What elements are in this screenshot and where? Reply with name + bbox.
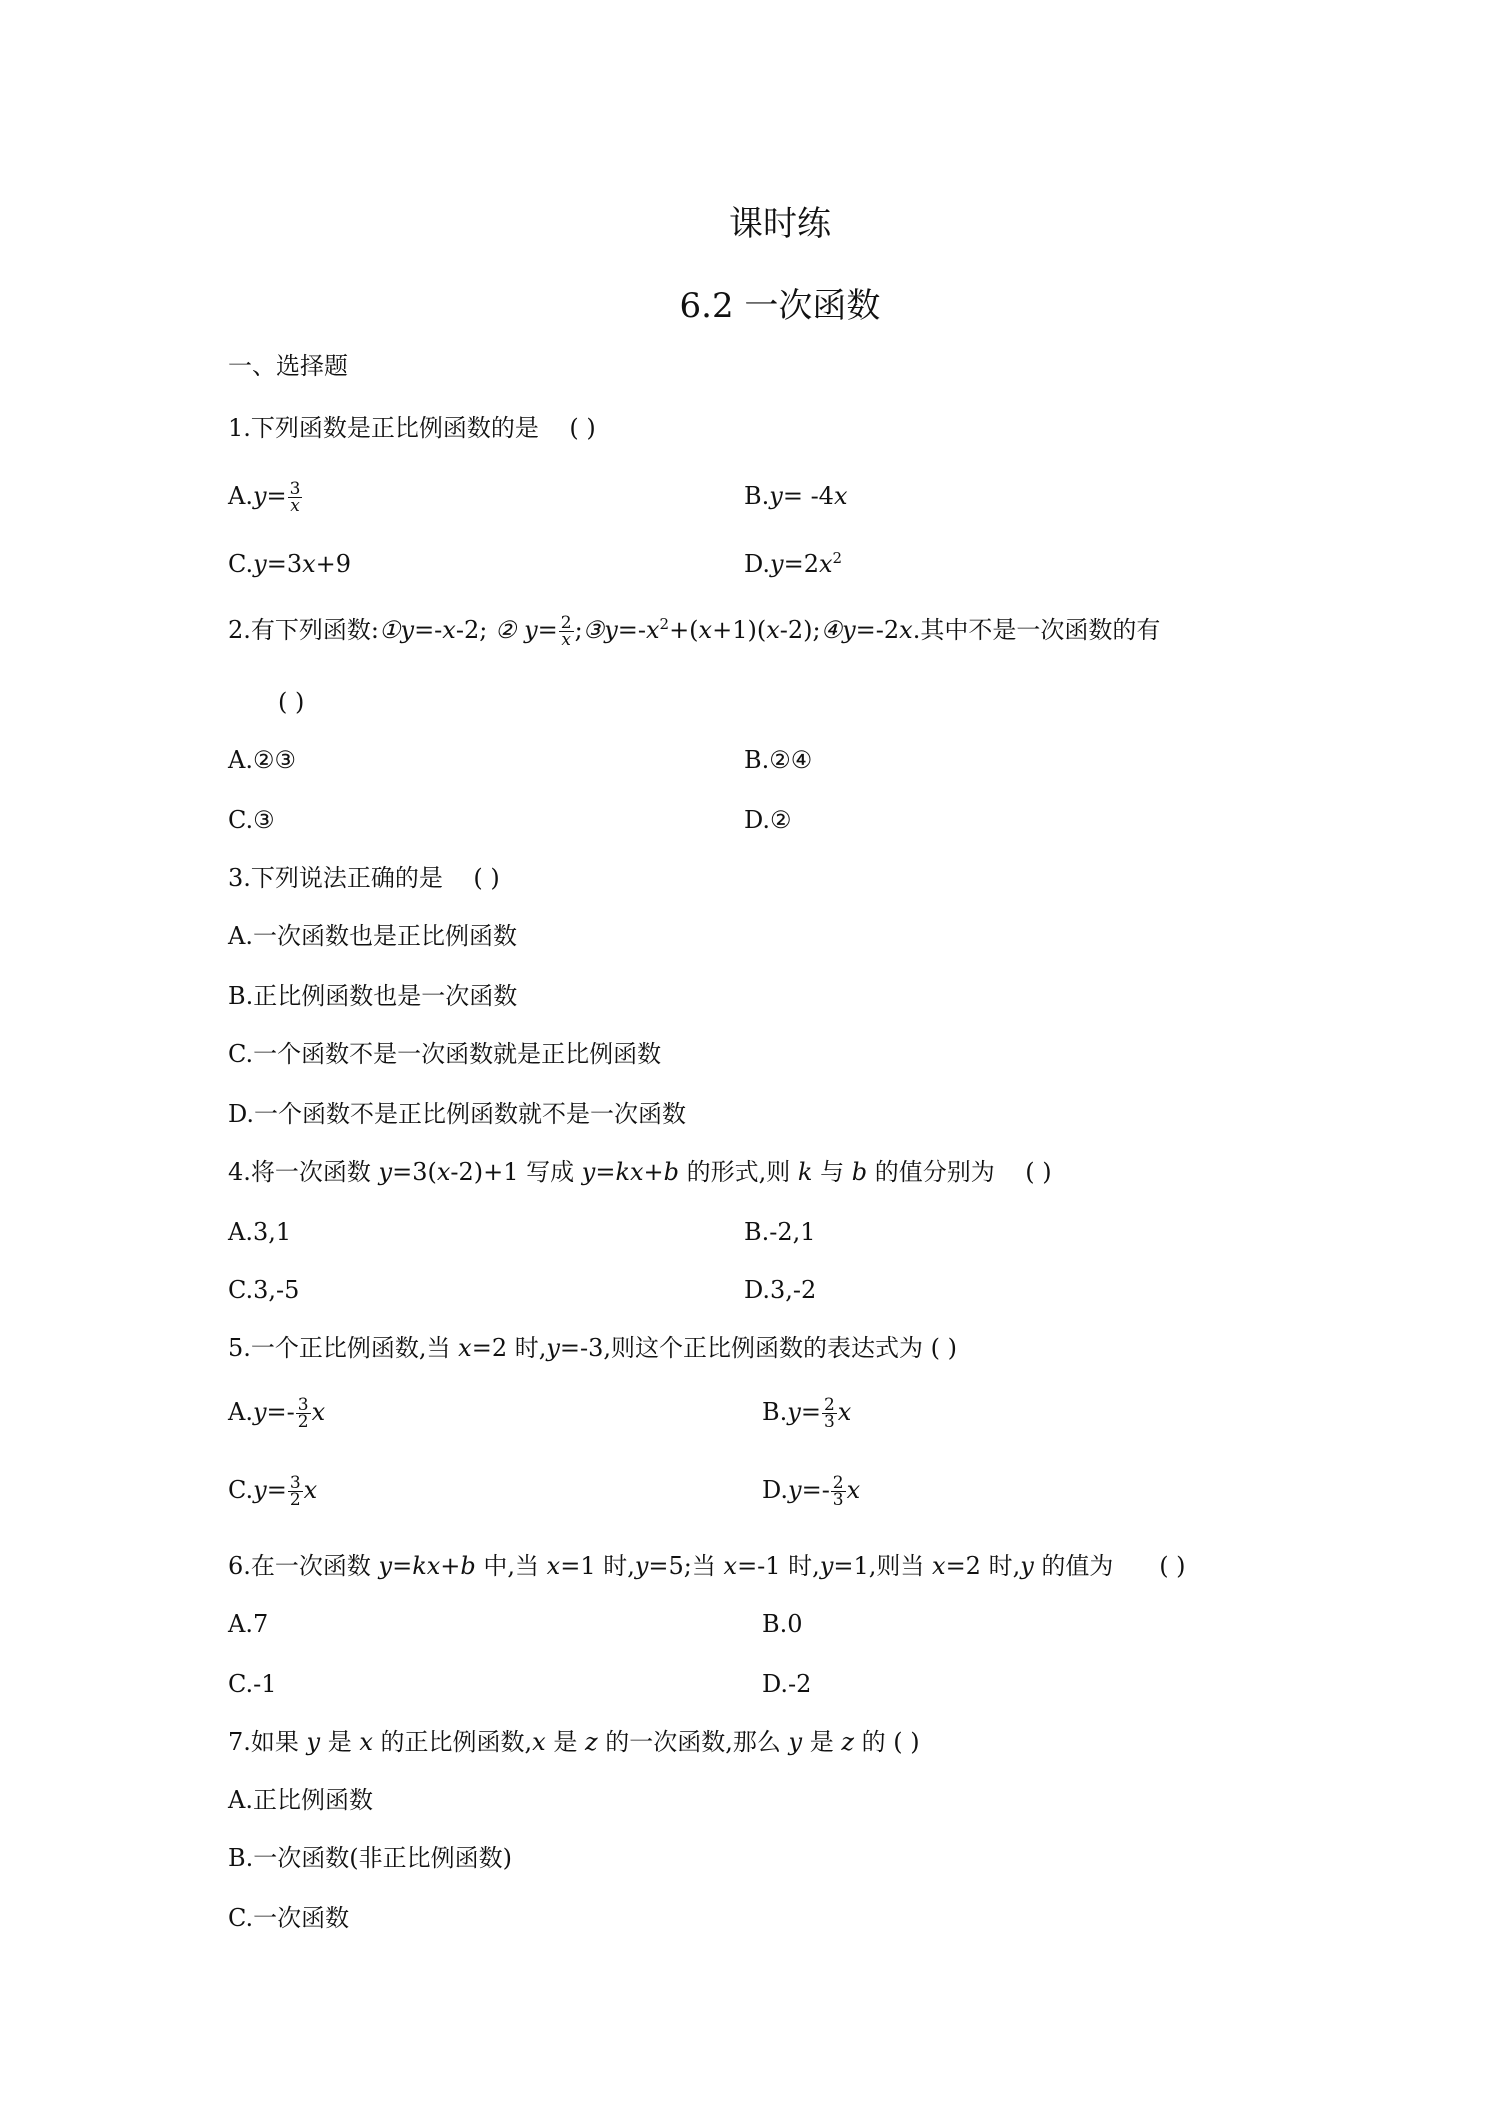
- fraction: $\frac{3}{2}$: [289, 1473, 301, 1510]
- section-heading: 一、选择题: [228, 352, 348, 380]
- q3-option-b: B.正比例函数也是一次函数: [228, 982, 518, 1010]
- fraction: $\frac{3}{x}$: [289, 479, 301, 516]
- fraction: $\frac{2}{3}$: [823, 1395, 835, 1432]
- fraction: $\frac{3}{2}$: [297, 1395, 309, 1432]
- question-5-stem: 5.一个正比例函数,当 x=2 时,y=-3,则这个正比例函数的表达式为 ( ): [228, 1334, 958, 1362]
- lesson-title: 6.2 一次函数: [679, 286, 881, 326]
- q5-option-a: A.y=- $\frac{3}{2}$ x: [228, 1395, 326, 1432]
- q2-option-b: B.②④: [744, 746, 813, 774]
- question-4-stem: 4.将一次函数 y=3(x-2)+1 写成 y=kx+b 的形式,则 k 与 b 的值分别为 ( ): [228, 1158, 1052, 1186]
- q1-option-c: C.y=3x+9: [228, 550, 352, 578]
- q2-option-c: C.③: [228, 806, 275, 834]
- q7-option-c: C.一次函数: [228, 1904, 350, 1932]
- q7-option-a: A.正比例函数: [228, 1786, 373, 1814]
- q4-option-b: B.-2,1: [744, 1218, 816, 1246]
- fraction: $\frac{2}{3}$: [832, 1473, 844, 1510]
- fraction: $\frac{2}{x}$: [560, 613, 572, 650]
- q4-option-a: A.3,1: [228, 1218, 292, 1246]
- q3-option-c: C.一个函数不是一次函数就是正比例函数: [228, 1040, 662, 1068]
- question-3-stem: 3.下列说法正确的是 ( ): [228, 864, 500, 892]
- q3-option-a: A.一次函数也是正比例函数: [228, 922, 517, 950]
- question-1-stem: 1.下列函数是正比例函数的是 ( ): [228, 414, 596, 442]
- q3-option-d: D.一个函数不是正比例函数就不是一次函数: [228, 1100, 687, 1128]
- question-2-stem: 2.有下列函数:①y=-x-2; ② y= $\frac{2}{x}$ $;③y=-x^2+(x+1)(x-2);④y=-2x$.其中不是一次函数的有: [228, 613, 1161, 650]
- question-6-stem: 6.在一次函数 y=kx+b 中,当 x=1 时,y=5;当 x=-1 时,y=1,则当 x=2 时,y 的值为 ( ): [228, 1552, 1186, 1580]
- q7-option-b: B.一次函数(非正比例函数): [228, 1844, 512, 1872]
- q5-option-d: D.y=- $\frac{2}{3}$ x: [762, 1473, 861, 1510]
- page-title: 课时练: [729, 204, 831, 244]
- q5-option-c: C.y= $\frac{3}{2}$ x: [228, 1473, 318, 1510]
- q1-option-b: B.y= -4x: [744, 482, 848, 510]
- q4-option-d: D.3,-2: [744, 1276, 817, 1304]
- q4-option-c: C.3,-5: [228, 1276, 300, 1304]
- question-7-stem: 7.如果 y 是 x 的正比例函数,x 是 z 的一次函数,那么 y 是 z 的 ( ): [228, 1728, 920, 1756]
- q5-option-b: B.y= $\frac{2}{3}$ x: [762, 1395, 852, 1432]
- q1-option-d: $D.y=2x^2$: [744, 549, 843, 578]
- q6-option-c: C.-1: [228, 1670, 277, 1698]
- q6-option-d: D.-2: [762, 1670, 812, 1698]
- q6-option-a: A.7: [228, 1610, 269, 1638]
- q2-option-d: D.②: [744, 806, 792, 834]
- q1-option-a: A.y= $\frac{3}{x}$: [228, 479, 301, 516]
- q2-option-a: A.②③: [228, 746, 296, 774]
- question-2-answer-paren: ( ): [278, 688, 305, 716]
- q6-option-b: B.0: [762, 1610, 803, 1638]
